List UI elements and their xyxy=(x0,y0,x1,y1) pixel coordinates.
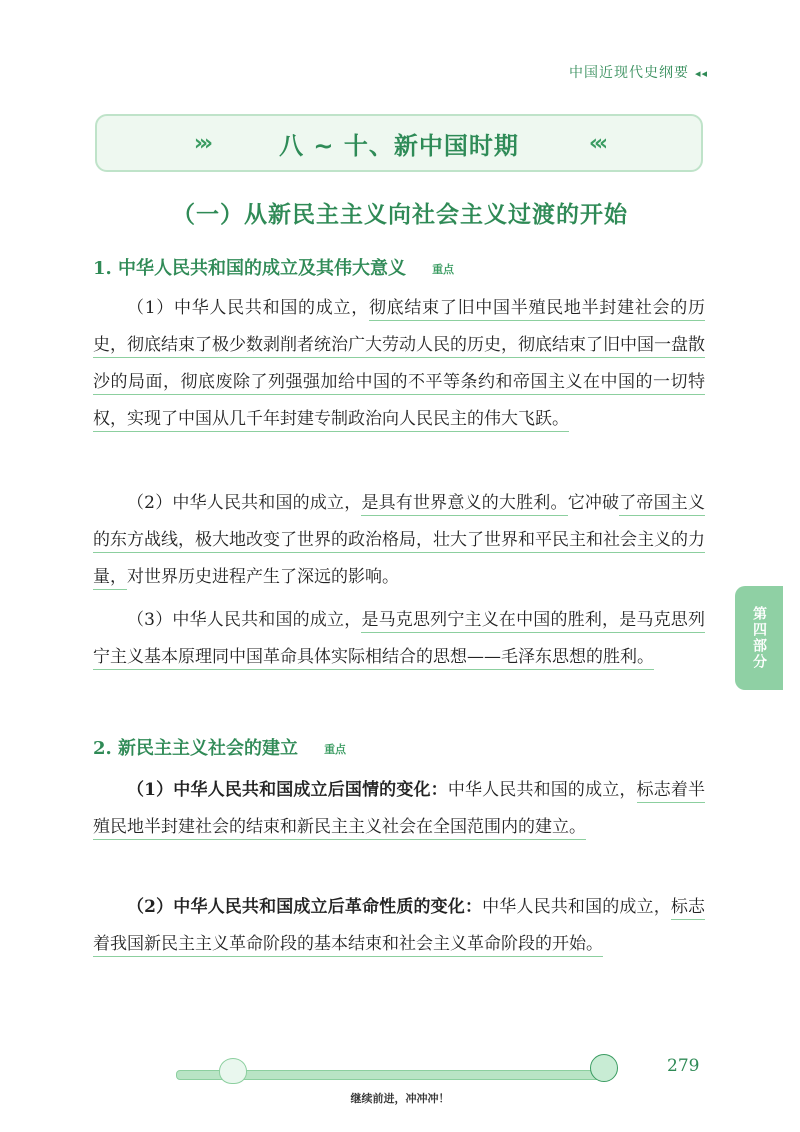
snail-icon xyxy=(590,1054,618,1082)
part-side-tab xyxy=(735,586,783,690)
underlined-text: 标志着我国新民主主义革命阶段的基本结束和社会主义革命阶段的开始。 xyxy=(93,897,705,957)
subheading: （一）从新民主主义向社会主义过渡的开始 xyxy=(172,201,628,228)
text: （1）中华人民共和国的成立， xyxy=(127,298,369,318)
section-title-2 xyxy=(93,734,346,760)
chapter-banner xyxy=(95,114,703,172)
chapter-title: 八 ~ 十、新中国时期 xyxy=(279,131,519,160)
underlined-text: 极大地改变了世界的政治格局， xyxy=(195,530,433,553)
paragraph-1-1 xyxy=(93,290,705,438)
section-title-text: 2. 新民主主义社会的建立 xyxy=(93,738,299,759)
underlined-text: 是马克思列宁主义在中国的胜利， xyxy=(361,610,619,633)
text: （2）中华人民共和国的成立， xyxy=(127,493,362,513)
underlined-text: 标志着半殖民地半封建社会的结束和新民主主义社会在全国范围内的建立。 xyxy=(93,780,705,840)
mascot-icon xyxy=(219,1058,247,1084)
underlined-text: 彻底结束了极少数剥削者统治广大劳动人民的历史， xyxy=(127,335,518,358)
footer-slogan: 继续前进，冲冲冲！ xyxy=(350,1092,450,1105)
key-point-badge: 重点 xyxy=(432,263,455,276)
underlined-text: 彻底废除了列强强加给中国的不平等条约和帝国主义在中国的一切特权， xyxy=(93,372,705,432)
text: （3）中华人民共和国的成立， xyxy=(127,610,362,630)
chevron-left-icon: ‹‹‹ xyxy=(588,130,605,156)
running-header xyxy=(569,62,708,82)
double-arrow-icon: ◂◂ xyxy=(694,67,708,80)
underlined-text: 壮大了世界和平民主和社会主义的力量， xyxy=(93,530,705,590)
paragraph-2-1 xyxy=(93,772,705,846)
underlined-text: 彻底结束了旧中国一盘散沙的局面， xyxy=(93,335,705,395)
underlined-text: 了帝国主义的东方战线， xyxy=(93,493,705,553)
paragraph-2-2 xyxy=(93,889,705,963)
key-point-badge: 重点 xyxy=(324,743,347,756)
section-title-1 xyxy=(93,254,454,280)
section-title-text: 1. 中华人民共和国的成立及其伟大意义 xyxy=(93,258,407,279)
bold-lead: （2）中华人民共和国成立后革命性质的变化： xyxy=(127,897,483,917)
underlined-text: 是具有世界意义的大胜利。 xyxy=(361,493,567,516)
text: 中华人民共和国的成立， xyxy=(447,780,637,800)
underlined-text: 是马克思列宁主义基本原理同中国革命具体实际相结合的思想——毛泽东思想的胜利。 xyxy=(93,610,705,670)
paragraph-1-3 xyxy=(93,602,705,676)
running-title: 中国近现代史纲要 xyxy=(568,65,689,81)
side-tab-label: 第四部分 xyxy=(751,606,767,670)
chevron-right-icon: ››› xyxy=(193,130,210,156)
text: 它冲破 xyxy=(567,493,620,513)
text: 中华人民共和国的成立， xyxy=(482,897,671,917)
underlined-text: 实现了中国从几千年封建专制政治向人民民主的伟大飞跃。 xyxy=(127,409,569,432)
bold-lead: （1）中华人民共和国成立后国情的变化： xyxy=(127,780,448,800)
text: 对世界历史进程产生了深远的影响。 xyxy=(127,567,399,587)
page-number: 279 xyxy=(667,1056,700,1076)
underlined-text: 彻底结束了旧中国半殖民地半封建社会的历史， xyxy=(93,298,705,358)
paragraph-1-2 xyxy=(93,485,705,596)
